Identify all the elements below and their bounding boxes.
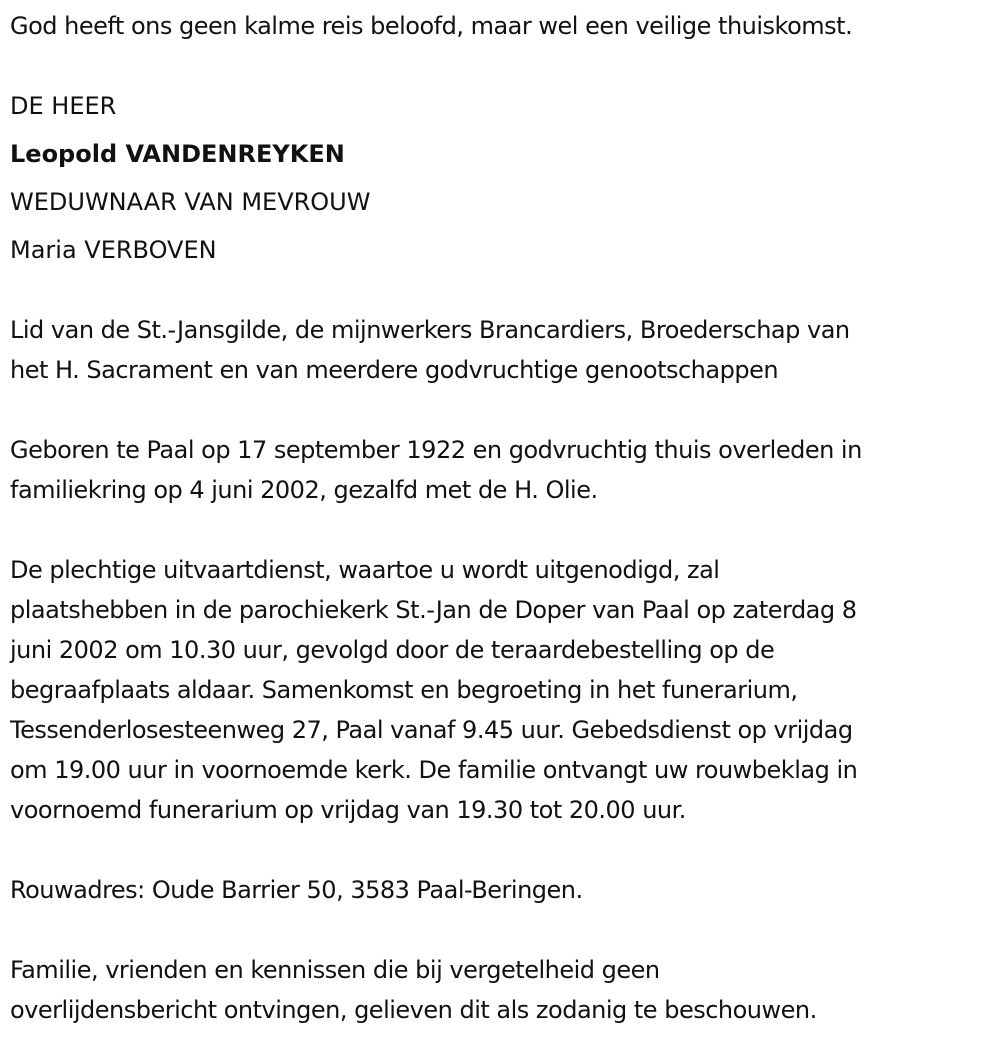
birth-death-line: familiekring op 4 juni 2002, gezalfd met de H. Olie. [10,476,598,504]
funeral-line: Tessenderlosesteenweg 27, Paal vanaf 9.45 uur. Gebedsdienst op vrijdag [10,716,853,744]
deceased-name: Leopold VANDENREYKEN [10,140,345,168]
funeral-line: plaatshebben in de parochiekerk St.-Jan de Doper van Paal op zaterdag 8 [10,596,857,624]
spouse-label: WEDUWNAAR VAN MEVROUW [10,188,371,216]
funeral-line: begraafplaats aldaar. Samenkomst en begroeting in het funerarium, [10,676,798,704]
memberships-line: Lid van de St.-Jansgilde, de mijnwerkers Brancardiers, Broederschap van [10,316,850,344]
funeral-line: voornoemd funerarium op vrijdag van 19.30 tot 20.00 uur. [10,796,686,824]
memberships-line: het H. Sacrament en van meerdere godvruchtige genootschappen [10,356,779,384]
opening-quote: God heeft ons geen kalme reis beloofd, maar wel een veilige thuiskomst. [10,12,853,40]
spouse-name: Maria VERBOVEN [10,236,217,264]
funeral-line: juni 2002 om 10.30 uur, gevolgd door de teraardebestelling op de [10,636,775,664]
birth-death-line: Geboren te Paal op 17 september 1922 en godvruchtig thuis overleden in [10,436,862,464]
funeral-line: om 19.00 uur in voornoemde kerk. De familie ontvangt uw rouwbeklag in [10,756,858,784]
notice-line: Familie, vrienden en kennissen die bij vergetelheid geen [10,956,660,984]
title: DE HEER [10,92,117,120]
funeral-line: De plechtige uitvaartdienst, waartoe u wordt uitgenodigd, zal [10,556,720,584]
notice-line: overlijdensbericht ontvingen, gelieven dit als zodanig te beschouwen. [10,996,817,1024]
mourning-address: Rouwadres: Oude Barrier 50, 3583 Paal-Beringen. [10,876,583,904]
